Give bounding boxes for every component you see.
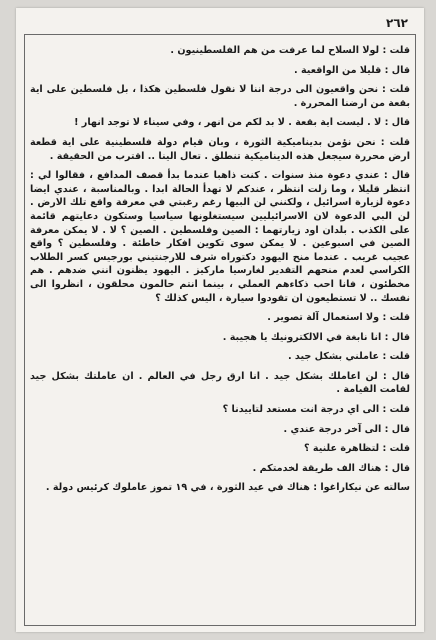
paragraph: قلت : نحن واقعيون الى درجة اننا لا نقول فلسطين هكذا ، بل فلسطين على اية بقعة من ارضنا المحررة .: [30, 84, 410, 109]
paragraph: قال : انا نابغة في الالكترونيك يا هجيبة .: [222, 331, 410, 343]
paragraph: قلت : الى اي درجة انت مستعد لتاييدنا ؟: [222, 404, 410, 416]
page-body-text: [30, 44, 410, 501]
page-number: ٢٦٢: [386, 16, 408, 30]
paragraph: قلت : لولا السلاح لما عرفت من هم الفلسطينيون .: [170, 45, 410, 56]
paragraph: قلت : ولا استعمال آلة تصوير .: [267, 312, 410, 324]
paragraph: قال : الى آخر درجة عندي .: [283, 423, 410, 435]
paragraph: قلت : عاملني بشكل جيد .: [287, 351, 410, 363]
document-page: [16, 8, 424, 632]
paragraph: سالته عن نيكاراغوا : هناك في عيد الثورة ، في ١٩ تموز عاملوك كرئيس دولة .: [45, 482, 410, 494]
paragraph: قلت : لتظاهرة علنية ؟: [304, 443, 410, 455]
paragraph: قال : قليلا من الواقعية .: [294, 64, 410, 76]
paragraph: قال : لن اعاملك بشكل جيد . انا ارق رجل في العالم . ان عاملتك بشكل جيد لقامت القيامة .: [30, 370, 410, 396]
paragraph: قال : عندي دعوة منذ سنوات . كنت ذاهبا عندما بدأ قصف المدافع ، فقالوا لي : انتظر قليلا ، وما زلت انتظر ، عندكم لا تهدأ الحالة ابدا . وبالمناسبة ، عندي ايضا دعوة لزيارة اسرائيل ، ولكنني لن البيها رغم رغبتي في معرفة واقع تلك الارض . لن البي الدعوة لان الاسرائيليين سيستغلونها سياسيا وستكون دعايتهم قائمة على الكذب . بلدان اود زيارتهما : الصين وفلسطين . الصين ؟ لا . لا يمكن معرفة الصين في اسبوعين . لا يمكن سوى تكوين افكار خاطئة . وفلسطين ؟ واقع عجيب غريب . عندما منح اليهود دكتوراه شرف للارجنتيني بورجيس كسر الطلاب الكراسي لعدم منحهم التقدير لغارسيا ماركيز . اليهود يظنون انني ضدهم . هم مخطئون ، فانا احب ذكاءهم العملي ، بينما انتم حالمون محلقون ، انظروا الى نفسك .. لا تستطيعون ان تقودوا سيارة ، اليس كذلك ؟: [30, 170, 410, 304]
paragraph: قلت : نحن نؤمن بديناميكية الثورة ، وبان قيام دولة فلسطينية على اية قطعة ارض محررة سيجعل هذه الديناميكية تنطلق . تعال الينا .. اقترب من الحقيقة .: [30, 136, 410, 162]
paragraph: قال : هناك الف طريقة لخدمتكم .: [252, 462, 410, 474]
paragraph: قال : لا . ليست اية بقعة . لا بد لكم من انهر ، وفي سيناء لا توجد انهار !: [74, 117, 410, 129]
